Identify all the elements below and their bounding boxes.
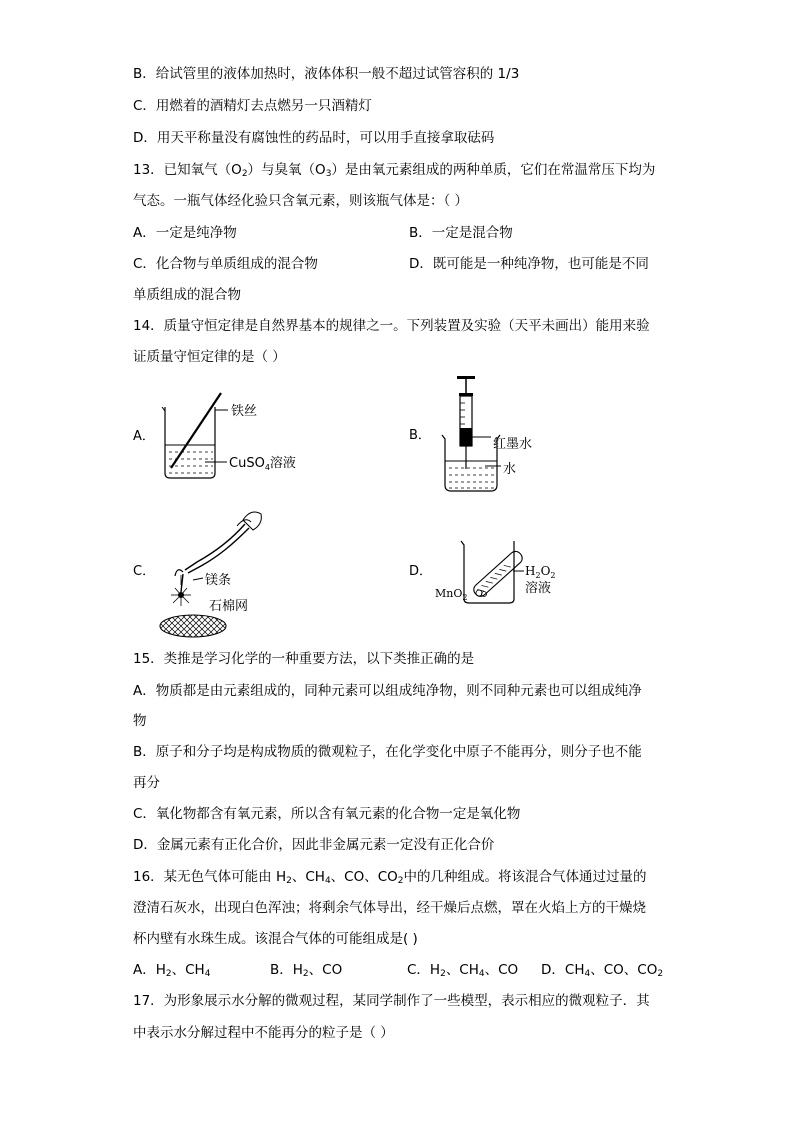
q14-stem-line1: 14．质量守恒定律是自然界基本的规律之一。下列装置及实验（天平未画出）能用来验 [133,318,650,334]
q16-option-c: C．$H_2$、$CH_4$、CO [407,962,519,979]
q14-b-letter: B． [409,428,431,443]
q16-stem-line1: 16．某无色气体可能由 $H_2$、$CH_4$、CO、$CO_2$中的几种组成。将该混合气体通过过量的 [133,869,647,886]
q16-option-b: B．$H_2$、CO [270,962,343,979]
q14-d-letter: D． [409,564,433,579]
q14-a-wire-label: 铁丝 [231,404,258,419]
q13-option-d: D．既可能是一种纯净物，也可能是不同 [409,256,649,272]
q16-stem-line2: 澄清石灰水，出现白色浑浊；将剩余气体导出，经干燥后点燃，罩在火焰上方的干燥烧 [133,900,646,916]
q14-a-solution-label: CuSO$_4$溶液 [229,456,296,472]
q14-figure-c [133,500,333,645]
q12-option-c: C．用燃着的酒精灯去点燃另一只酒精灯 [133,98,372,114]
q14-d-solution-label: 溶液 [525,581,552,596]
q14-figure-b [409,373,579,495]
q12-option-d: D．用天平称量没有腐蚀性的药品时，可以用手直接拿取砝码 [133,130,495,146]
q12-option-b: B．给试管里的液体加热时，液体体积一般不超过试管容积的 1/3 [133,66,520,82]
q13-stem-line2: 气态。一瓶气体经化验只含氧元素，则该瓶气体是：（ ） [133,193,469,209]
q14-figure-d [409,535,579,607]
q17-stem-line1: 17．为形象展示水分解的微观过程，某同学制作了一些模型，表示相应的微观粒子．其 [133,993,650,1009]
q13-option-c: C．化合物与单质组成的混合物 [133,256,318,272]
q14-c-letter: C． [133,564,156,579]
q14-a-letter: A． [133,429,155,444]
q13-option-d-continued: 单质组成的混合物 [133,287,241,303]
q13-option-a: A．一定是纯净物 [133,225,237,241]
q16-option-a: A．$H_2$、$CH_4$ [133,962,211,979]
q13-option-b: B．一定是混合物 [409,225,513,241]
q14-c-gauze-label: 石棉网 [209,599,249,614]
q14-figure-a [133,385,333,485]
q14-d-h2o2-label: $H_2O_2$ [525,564,556,580]
q13-stem-line1: 13．已知氧气$(O_2)$与臭氧$(O_3)$是由氧元素组成的两种单质，它们在常温常压下均为 [133,162,656,179]
q15-option-a: A．物质都是由元素组成的，同种元素可以组成纯净物，则不同种元素也可以组成纯净 [133,683,642,699]
q14-c-ribbon-label: 镁条 [205,573,232,588]
q14-stem-line2: 证质量守恒定律的是（ ） [133,349,286,365]
q15-stem: 15．类推是学习化学的一种重要方法，以下类推正确的是 [133,651,475,667]
q15-option-b: B．原子和分子均是构成物质的微观粒子，在化学变化中原子不能再分，则分子也不能 [133,744,642,760]
q15-option-d: D．金属元素有正化合价，因此非金属元素一定没有正化合价 [133,837,495,853]
q17-stem-line2: 中表示水分解过程中不能再分的粒子是（ ） [133,1025,394,1041]
q14-b-ink-label: 红墨水 [493,437,533,452]
q14-d-mno2-label: MnO$_2$ [435,587,468,602]
q16-stem-line3: 杯内壁有水珠生成。该混合气体的可能组成是( ) [133,931,418,947]
q15-option-a-continued: 物 [133,713,147,729]
q15-option-c: C．氧化物都含有氧元素，所以含有氧元素的化合物一定是氧化物 [133,806,521,822]
q14-b-water-label: 水 [503,462,517,477]
q15-option-b-continued: 再分 [133,775,160,791]
q16-option-d: D．$CH_4$、CO、$CO_2$ [541,962,664,979]
